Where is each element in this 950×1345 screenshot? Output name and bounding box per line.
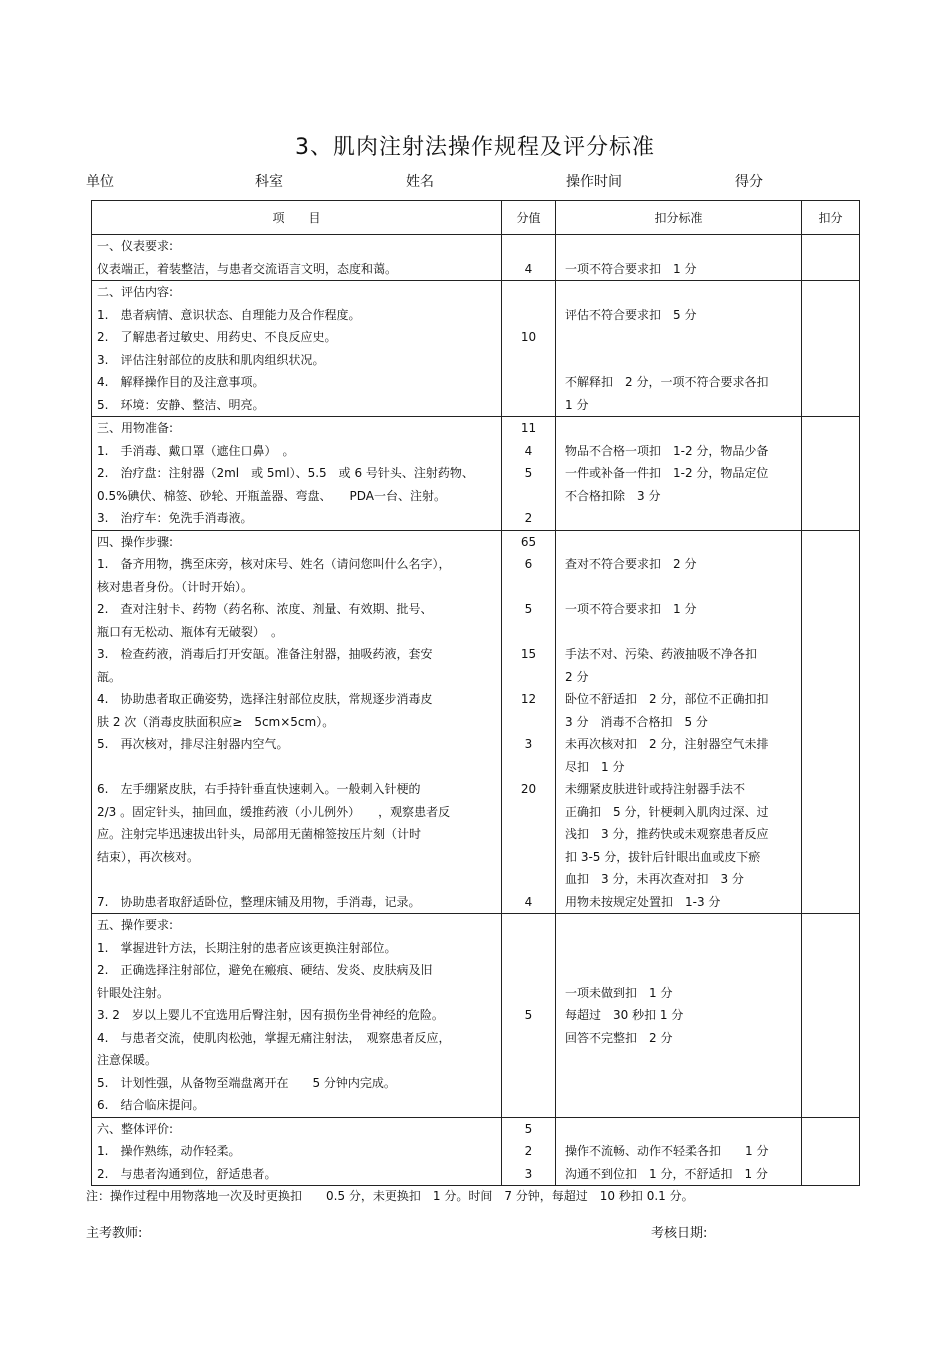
cell-line — [502, 1027, 555, 1050]
column-header-points: 分值 — [502, 201, 556, 235]
column-header-deduction: 扣分 — [802, 201, 860, 235]
cell-line: 10 — [520, 330, 537, 344]
cell-line — [502, 982, 555, 1005]
cell-line: 7. 协助患者取舒适卧位，整理床铺及用物，手消毒，记录。 — [97, 894, 421, 909]
cell-line: 物品不合格一项扣 1-2 分，物品少备 — [565, 443, 769, 458]
item-cell — [92, 235, 502, 281]
cell-line: 4. 与患者交流，使肌肉松弛，掌握无痛注射法， 观察患者反应， — [97, 1030, 451, 1045]
points-cell — [502, 914, 556, 1118]
cell-line — [556, 1118, 801, 1141]
cell-line: 5. 计划性强，从备物至端盘离开在 5 分钟内完成。 — [97, 1075, 396, 1090]
cell-line — [502, 846, 555, 869]
cell-line: 4 — [524, 261, 533, 276]
cell-line — [556, 326, 801, 349]
table-row — [92, 914, 860, 1118]
page-title: 3、肌肉注射法操作规程及评分标准 — [295, 135, 655, 160]
cell-line: 6. 结合临床提问。 — [97, 1098, 205, 1112]
cell-line: 3. 2 岁以上婴儿不宜选用后臀注射，因有损伤坐骨神经的危险。 — [97, 1008, 444, 1022]
cell-line — [502, 937, 555, 960]
cell-line: 未再次核对扣 2 分，注射器空气未排 — [565, 737, 769, 751]
criteria-cell — [556, 1117, 802, 1186]
cell-line — [502, 304, 555, 327]
cell-line — [502, 1072, 555, 1095]
cell-line — [92, 756, 501, 779]
cell-line — [556, 235, 801, 258]
cell-line — [556, 1072, 801, 1095]
cell-line: 2 分 — [565, 669, 589, 684]
cell-line: 未绷紧皮肤进针或持注射器手法不 — [565, 782, 746, 796]
cell-line — [502, 959, 555, 982]
deduction-cell — [802, 235, 860, 281]
cell-line: 5 — [524, 1121, 533, 1136]
table-row — [92, 1117, 860, 1186]
cell-line: 结束），再次核对。 — [97, 849, 200, 864]
cell-line: 沟通不到位扣 1 分，不舒适扣 1 分 — [565, 1166, 768, 1181]
table-row — [92, 235, 860, 281]
cell-line — [502, 756, 555, 779]
item-cell — [92, 417, 502, 531]
cell-line: 2. 与患者沟通到位，舒适患者。 — [97, 1166, 277, 1181]
cell-line — [556, 959, 801, 982]
cell-line: 0.5%碘伏、棉签、砂轮、开瓶盖器、弯盘、 PDA一台、注射。 — [97, 488, 446, 503]
cell-line: 瓶口有无松动、瓶体有无破裂） 。 — [97, 624, 284, 639]
cell-line — [556, 281, 801, 304]
cell-line: 11 — [520, 421, 537, 435]
cell-line: 3 — [524, 737, 533, 751]
cell-line — [502, 914, 555, 937]
exam-date-label: 考核日期: — [651, 1226, 708, 1241]
column-header-deduction-criteria: 扣分标准 — [556, 201, 802, 235]
criteria-cell — [556, 530, 802, 914]
cell-line: 1. 备齐用物，携至床旁，核对床号、姓名（请问您叫什么名字）， — [97, 557, 451, 571]
cell-line: 正确扣 5 分，针梗刺入肌肉过深、过 — [565, 804, 769, 819]
cell-line: 一项不符合要求扣 1 分 — [565, 261, 697, 276]
cell-line: 1. 掌握进针方法，长期注射的患者应该更换注射部位。 — [97, 940, 397, 955]
cell-line: 15 — [520, 647, 537, 661]
cell-line — [502, 485, 555, 508]
cell-line — [502, 235, 555, 258]
header-name-label: 姓名 — [406, 174, 434, 190]
cell-line: 4. 解释操作目的及注意事项。 — [97, 375, 265, 389]
scoring-table — [91, 200, 860, 1186]
cell-line: 手法不对、污染、药液抽吸不净各扣 — [565, 647, 758, 661]
cell-line: 2 — [524, 1144, 533, 1158]
cell-line: 6. 左手绷紧皮肤，右手持针垂直快速刺入。一般刺入针梗的 — [97, 782, 421, 796]
cell-line: 1. 操作熟练，动作轻柔。 — [97, 1144, 241, 1158]
cell-line: 卧位不舒适扣 2 分，部位不正确扣扣 — [565, 692, 769, 706]
deduction-cell — [802, 281, 860, 417]
cell-line: 每超过 30 秒扣 1 分 — [565, 1008, 684, 1022]
deduction-cell — [802, 530, 860, 914]
header-operation-time-label: 操作时间 — [566, 174, 622, 190]
cell-line: 瓿。 — [97, 669, 122, 684]
cell-line — [502, 801, 555, 824]
table-row — [92, 530, 860, 914]
cell-line: 一项未做到扣 1 分 — [565, 985, 673, 1000]
cell-line: 4 — [524, 894, 533, 909]
criteria-cell — [556, 914, 802, 1118]
cell-line: 3. 评估注射部位的皮肤和肌肉组织状况。 — [97, 352, 325, 367]
cell-line — [502, 666, 555, 689]
cell-line: 五、操作要求: — [97, 918, 174, 932]
cell-line: 核对患者身份。（计时开始）。 — [97, 579, 254, 594]
footnote: 注：操作过程中用物落地一次及时更换扣 0.5 分，未更换扣 1 分。时间 7 分钟，每超过 10 秒扣 0.1 分。 — [86, 1189, 694, 1203]
cell-line: 2/3 。固定针头，抽回血，缓推药液（小儿例外） ，观察患者反 — [97, 804, 451, 819]
deduction-cell — [802, 1117, 860, 1186]
cell-line: 5. 再次核对，排尽注射器内空气。 — [97, 737, 289, 751]
examiner-label: 主考教师: — [86, 1226, 143, 1241]
cell-line: 一项不符合要求扣 1 分 — [565, 602, 697, 616]
criteria-cell — [556, 235, 802, 281]
cell-line — [92, 868, 501, 891]
cell-line: 一件或补备一件扣 1-2 分，物品定位 — [565, 466, 769, 480]
cell-line — [556, 621, 801, 644]
points-cell — [502, 235, 556, 281]
cell-line — [502, 868, 555, 891]
criteria-cell — [556, 281, 802, 417]
cell-line: 应。注射完毕迅速拔出针头，局部用无菌棉签按压片刻（计时 — [97, 827, 422, 841]
cell-line: 评估不符合要求扣 5 分 — [565, 307, 697, 322]
cell-line — [502, 711, 555, 734]
cell-line — [502, 823, 555, 846]
cell-line — [556, 1049, 801, 1072]
cell-line: 四、操作步骤: — [97, 534, 174, 549]
cell-line: 20 — [520, 782, 537, 796]
cell-line: 6 — [524, 557, 533, 571]
cell-line: 针眼处注射。 — [97, 985, 170, 1000]
cell-line: 扣 3-5 分，拔针后针眼出血或皮下瘀 — [565, 849, 761, 864]
cell-line: 2. 了解患者过敏史、用药史、不良反应史。 — [97, 330, 337, 344]
cell-line: 2 — [524, 511, 533, 525]
cell-line: 用物未按规定处置扣 1-3 分 — [565, 894, 721, 909]
header-unit-label: 单位 — [86, 174, 114, 190]
points-cell — [502, 1117, 556, 1186]
cell-line: 2. 查对注射卡、药物（药名称、浓度、剂量、有效期、批号、 — [97, 602, 433, 616]
cell-line: 5 — [524, 1008, 533, 1022]
cell-line: 一、仪表要求: — [97, 239, 174, 253]
cell-line: 3. 治疗车：免洗手消毒液。 — [97, 511, 253, 525]
cell-line: 三、用物准备: — [97, 421, 174, 435]
deduction-cell — [802, 914, 860, 1118]
points-cell — [502, 281, 556, 417]
cell-line: 1 分 — [565, 397, 589, 412]
cell-line: 注意保暖。 — [97, 1053, 158, 1067]
cell-line: 12 — [520, 692, 537, 706]
cell-line: 肤 2 次（消毒皮肤面积应≥ 5cm×5cm）。 — [97, 714, 335, 729]
points-cell — [502, 530, 556, 914]
header-department-label: 科室 — [255, 174, 283, 190]
cell-line: 5 — [524, 602, 533, 616]
cell-line: 回答不完整扣 2 分 — [565, 1030, 673, 1045]
header-score-label: 得分 — [735, 174, 763, 190]
cell-line: 不解释扣 2 分，一项不符合要求各扣 — [565, 375, 769, 389]
cell-line — [556, 531, 801, 554]
criteria-cell — [556, 417, 802, 531]
cell-line — [556, 937, 801, 960]
cell-line: 1. 患者病情、意识状态、自理能力及合作程度。 — [97, 307, 361, 322]
cell-line: 六、整体评价: — [97, 1121, 174, 1136]
cell-line: 5. 环境：安静、整洁、明亮。 — [97, 397, 265, 412]
cell-line: 3. 检查药液，消毒后打开安瓿。准备注射器，抽吸药液，套安 — [97, 647, 433, 661]
cell-line: 65 — [520, 534, 537, 549]
cell-line — [502, 1094, 555, 1117]
cell-line: 血扣 3 分，未再次查对扣 3 分 — [565, 872, 744, 886]
item-cell — [92, 530, 502, 914]
cell-line — [502, 621, 555, 644]
points-cell — [502, 417, 556, 531]
column-header-item: 项 目 — [92, 201, 502, 235]
table-row — [92, 417, 860, 531]
cell-line: 1. 手消毒、戴口罩（遮住口鼻） 。 — [97, 443, 295, 458]
cell-line — [556, 507, 801, 530]
cell-line: 4. 协助患者取正确姿势，选择注射部位皮肤，常规逐步消毒皮 — [97, 692, 433, 706]
cell-line: 仪表端正，着装整洁，与患者交流语言文明，态度和蔼。 — [97, 261, 398, 276]
cell-line: 4 — [524, 443, 533, 458]
cell-line: 查对不符合要求扣 2 分 — [565, 557, 697, 571]
table-header-row — [92, 201, 860, 235]
cell-line: 尽扣 1 分 — [565, 759, 625, 774]
cell-line: 3 — [524, 1166, 533, 1181]
cell-line: 2. 治疗盘：注射器（2ml 或 5ml）、5.5 或 6 号针头、注射药物、 — [97, 466, 474, 480]
cell-line — [502, 394, 555, 417]
cell-line — [556, 417, 801, 440]
cell-line: 操作不流畅、动作不轻柔各扣 1 分 — [565, 1144, 769, 1158]
cell-line: 不合格扣除 3 分 — [565, 488, 661, 503]
cell-line: 二、评估内容: — [97, 285, 174, 299]
cell-line — [502, 281, 555, 304]
cell-line — [556, 914, 801, 937]
table-row — [92, 281, 860, 417]
table-body — [92, 235, 860, 1186]
cell-line: 3 分 消毒不合格扣 5 分 — [565, 714, 708, 729]
deduction-cell — [802, 417, 860, 531]
cell-line: 2. 正确选择注射部位，避免在瘢痕、硬结、发炎、皮肤病及旧 — [97, 963, 433, 977]
item-cell — [92, 281, 502, 417]
cell-line — [556, 576, 801, 599]
cell-line — [502, 1049, 555, 1072]
cell-line: 5 — [524, 466, 533, 480]
item-cell — [92, 914, 502, 1118]
cell-line — [502, 371, 555, 394]
cell-line — [556, 349, 801, 372]
cell-line — [502, 576, 555, 599]
cell-line — [502, 349, 555, 372]
item-cell — [92, 1117, 502, 1186]
cell-line: 浅扣 3 分，推药快或未观察患者反应 — [565, 827, 769, 841]
cell-line — [556, 1094, 801, 1117]
